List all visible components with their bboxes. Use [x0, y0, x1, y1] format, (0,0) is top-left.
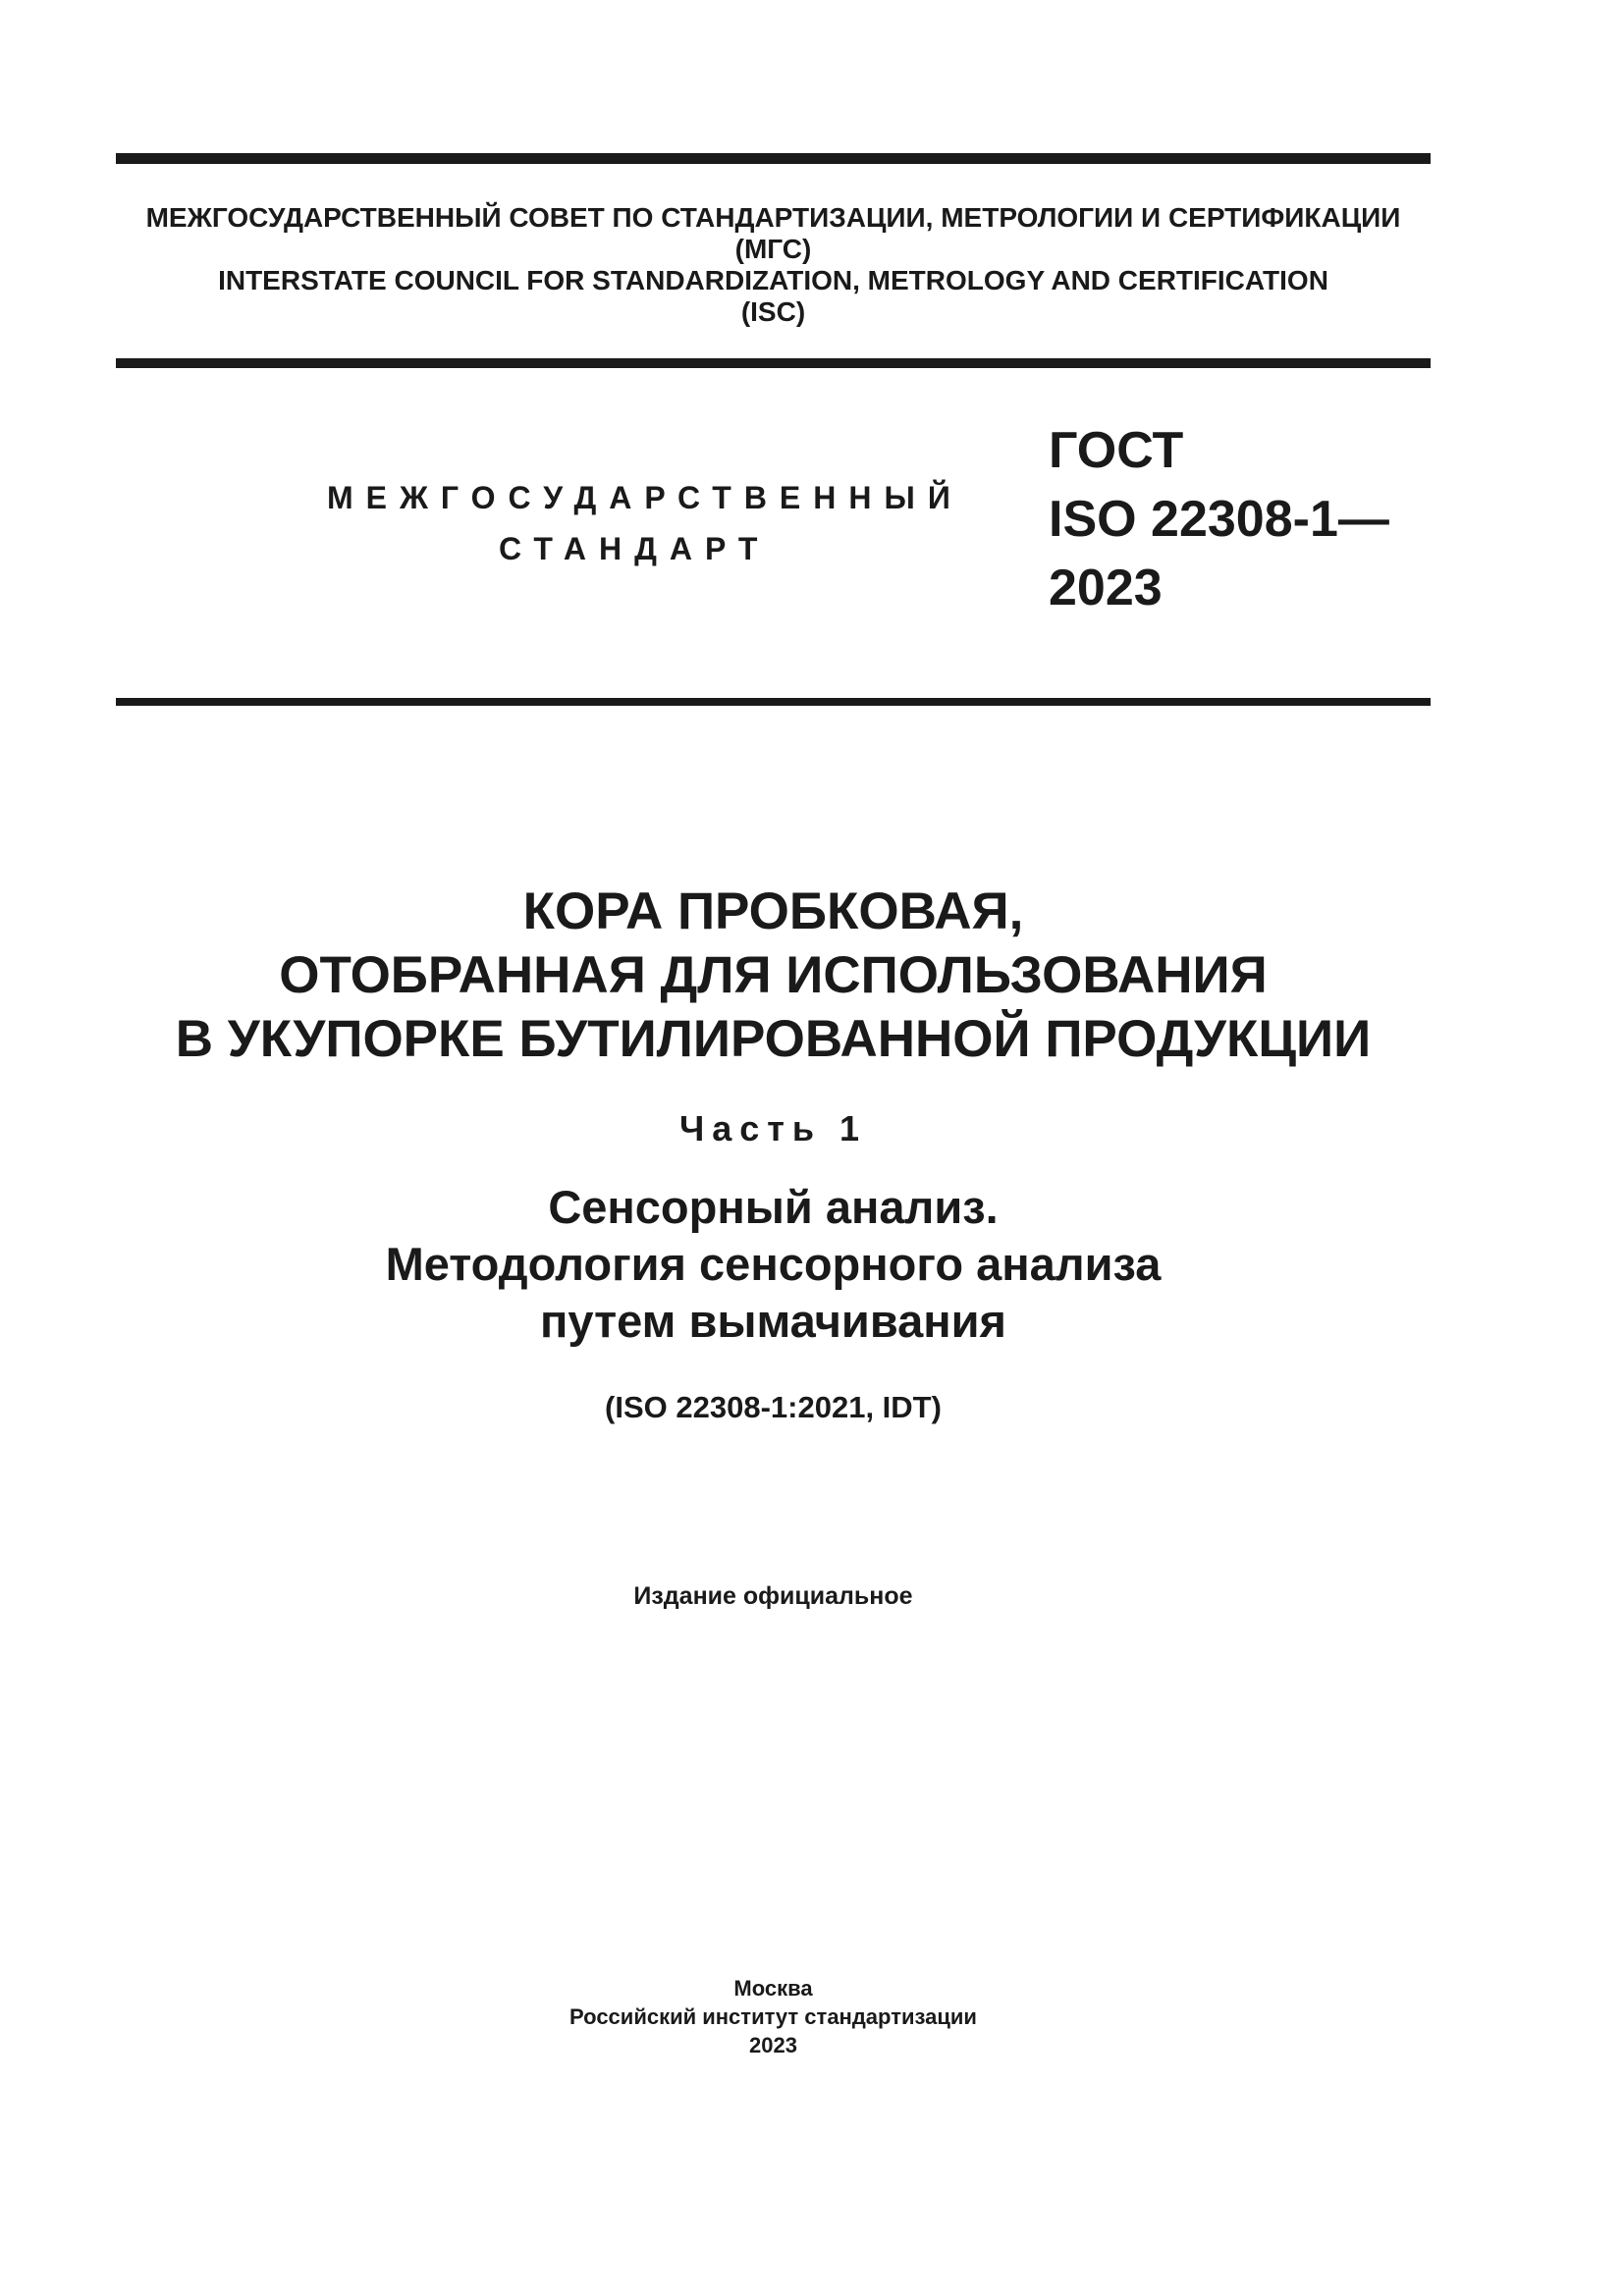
header-rule	[116, 358, 1431, 368]
top-rule	[116, 153, 1431, 164]
edition-note: Издание официальное	[633, 1582, 913, 1610]
title-line1: КОРА ПРОБКОВАЯ,	[522, 882, 1024, 940]
council-name-ru: МЕЖГОСУДАРСТВЕННЫЙ СОВЕТ ПО СТАНДАРТИЗАЦИИ, МЕТРОЛОГИИ И СЕРТИФИКАЦИИ	[145, 202, 1401, 233]
council-abbr-ru: (МГС)	[734, 234, 812, 264]
standard-kind-line1: МЕЖГОСУДАРСТВЕННЫЙ	[327, 480, 963, 515]
document-title	[116, 880, 1431, 1071]
standard-designation	[1049, 416, 1389, 622]
document-subtitle	[116, 1179, 1431, 1350]
designation-line3: 2023	[1049, 560, 1163, 616]
standard-kind-line2: СТАНДАРТ	[499, 531, 771, 566]
subtitle-line3: путем вымачивания	[540, 1295, 1006, 1347]
imprint	[116, 1974, 1431, 2059]
council-name-en: INTERSTATE COUNCIL FOR STANDARDIZATION, METROLOGY AND CERTIFICATION	[218, 265, 1328, 295]
part-label: Часть 1	[678, 1108, 868, 1148]
council-header	[116, 202, 1431, 328]
imprint-city: Москва	[733, 1976, 813, 2001]
imprint-publisher: Российский институт стандартизации	[569, 2004, 977, 2029]
subtitle-line2: Методология сенсорного анализа	[385, 1238, 1162, 1290]
designation-line2: ISO 22308-1—	[1049, 491, 1389, 548]
imprint-year: 2023	[749, 2033, 797, 2057]
subtitle-line1: Сенсорный анализ.	[548, 1181, 999, 1233]
designation-line1: ГОСТ	[1049, 422, 1184, 479]
council-abbr-en: (ISC)	[740, 296, 806, 327]
iso-reference: (ISO 22308-1:2021, IDT)	[605, 1390, 942, 1424]
title-line3: В УКУПОРКЕ БУТИЛИРОВАННОЙ ПРОДУКЦИИ	[175, 1010, 1372, 1068]
title-line2: ОТОБРАННАЯ ДЛЯ ИСПОЛЬЗОВАНИЯ	[279, 946, 1268, 1004]
designation-rule	[116, 698, 1431, 706]
